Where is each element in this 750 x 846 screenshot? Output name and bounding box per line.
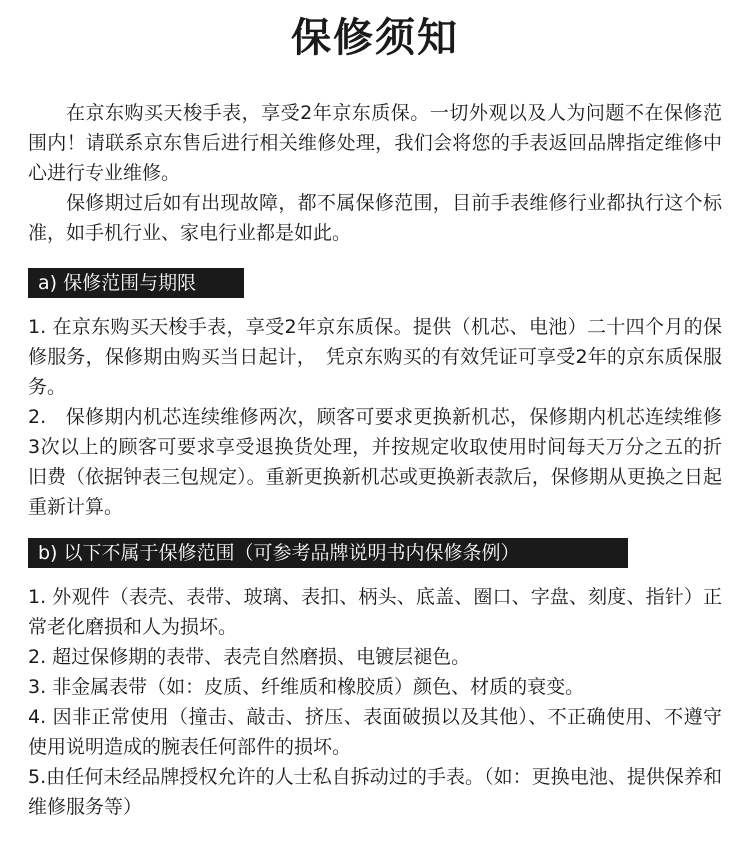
section-b-header: b) 以下不属于保修范围（可参考品牌说明书内保修条例） (28, 538, 628, 568)
section-a-list (28, 312, 722, 522)
intro-block (28, 98, 722, 248)
section-b-list (28, 582, 722, 822)
list-item: 2. 超过保修期的表带、表壳自然磨损、电镀层褪色。 (28, 646, 471, 668)
list-item: 4. 因非正常使用（撞击、敲击、挤压、表面破损以及其他）、不正确使用、不遵守使用说明造成的腕表任何部件的损坏。 (28, 706, 722, 758)
list-item: 3. 非金属表带（如：皮质、纤维质和橡胶质）颜色、材质的衰变。 (28, 676, 585, 698)
page-title: 保修须知 (291, 15, 459, 61)
list-item: 1. 外观件（表壳、表带、玻璃、表扣、柄头、底盖、圈口、字盘、刻度、指针）正常老化磨损和人为损坏。 (28, 586, 722, 638)
list-item: 1. 在京东购买天梭手表，享受2年京东质保。提供（机芯、电池）二十四个月的保修服务，保修期由购买当日起计， 凭京东购买的有效凭证可享受2年的京东质保服务。 (28, 316, 722, 398)
list-item: 5.由任何未经品牌授权允许的人士私自拆动过的手表。（如：更换电池、提供保养和维修服务等） (28, 766, 722, 818)
intro-paragraph: 保修期过后如有出现故障，都不属保修范围，目前手表维修行业都执行这个标准，如手机行业、家电行业都是如此。 (28, 192, 722, 244)
intro-paragraph: 在京东购买天梭手表，享受2年京东质保。一切外观以及人为问题不在保修范围内！请联系京东售后进行相关维修处理，我们会将您的手表返回品牌指定维修中心进行专业维修。 (28, 102, 722, 184)
section-a-header: a) 保修范围与期限 (28, 268, 244, 298)
list-item: 2. 保修期内机芯连续维修两次，顾客可要求更换新机芯，保修期内机芯连续维修3次以上的顾客可要求享受退换货处理，并按规定收取使用时间每天万分之五的折旧费（依据钟表三包规定）。重新更换新机芯或更换新表款后，保修期从更换之日起重新计算。 (28, 406, 722, 518)
